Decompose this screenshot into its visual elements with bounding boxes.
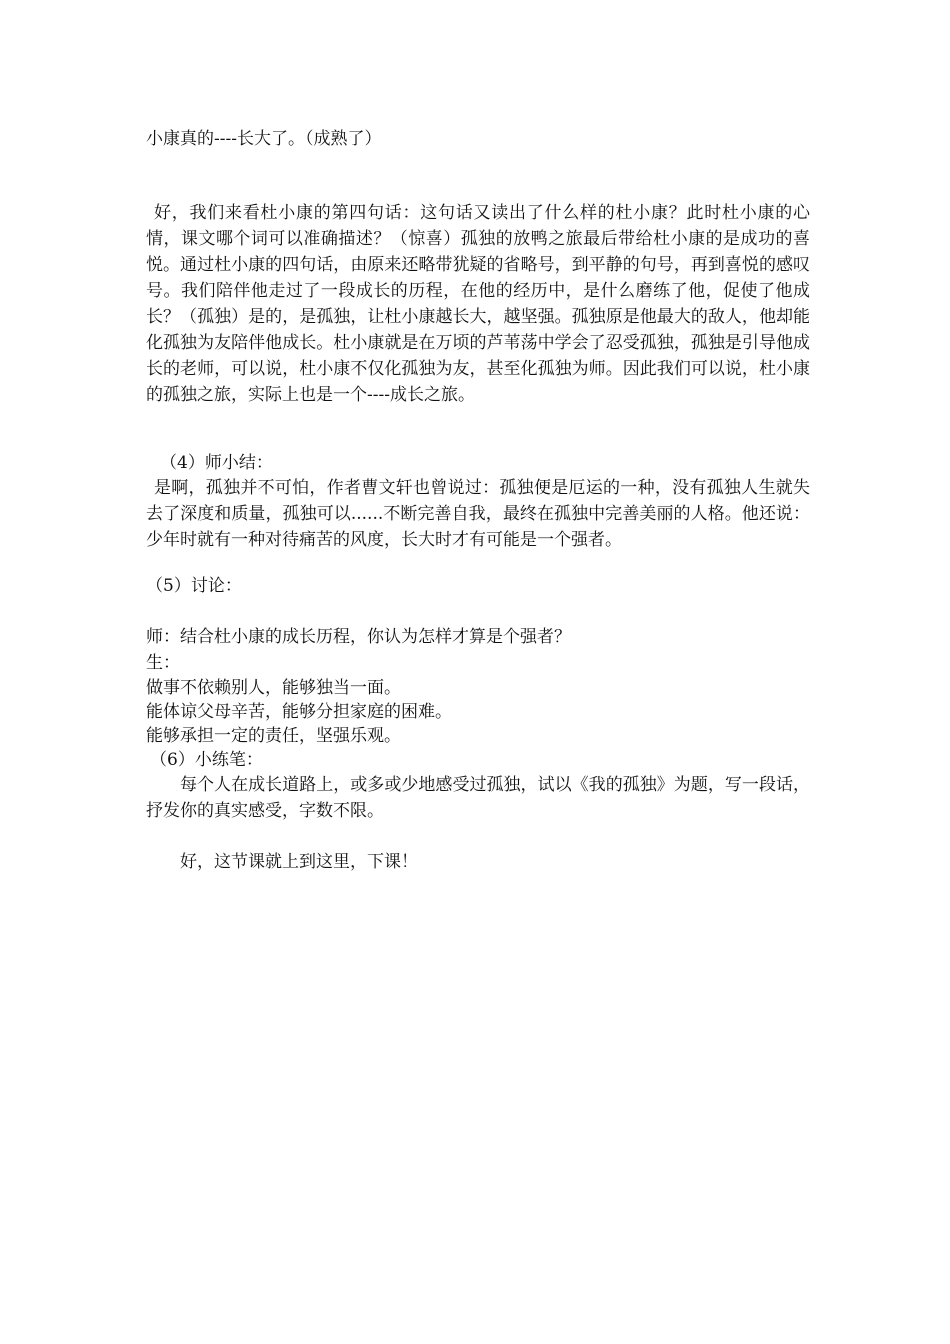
teacher-question: 师：结合杜小康的成长历程，你认为怎样才算是个强者？	[146, 627, 571, 647]
student-label: 生：	[146, 653, 180, 673]
paragraph-teacher-summary: 是啊，孤独并不可怕，作者曹文轩也曾说过：孤独便是厄运的一种，没有孤独人生就失去了深度和质量，孤独可以......不断完善自我，最终在孤独中完善美丽的人格。他还说：少年时就有一种对待痛苦的风度，长大时才有可能是一个强者。	[146, 478, 810, 550]
paragraph-fourth-sentence: 好，我们来看杜小康的第四句话：这句话又读出了什么样的杜小康？此时杜小康的心情，课文哪个词可以准确描述？（惊喜）孤独的放鸭之旅最后带给杜小康的是成功的喜悦。通过杜小康的四句话，由原来还略带犹疑的省略号，到平静的句号，再到喜悦的感叹号。我们陪伴他走过了一段成长的历程，在他的经历中，是什么磨练了他，促使了他成长？（孤独）是的，是孤独，让杜小康越长大，越坚强。孤独原是他最大的敌人，他却能化孤独为友陪伴他成长。杜小康就是在万顷的芦苇荡中学会了忍受孤独，孤独是引导他成长的老师，可以说，杜小康不仅化孤独为友，甚至化孤独为师。因此我们可以说，杜小康的孤独之旅，实际上也是一个----成长之旅。	[146, 203, 810, 405]
heading-discussion: （5）讨论：	[146, 576, 242, 596]
closing-line: 好，这节课就上到这里，下课！	[180, 852, 418, 872]
answer-item: 做事不依赖别人，能够独当一面。	[146, 678, 401, 698]
answer-item: 能够承担一定的责任，坚强乐观。	[146, 726, 401, 746]
paragraph-writing-exercise: 每个人在成长道路上，或多或少地感受过孤独，试以《我的孤独》为题，写一段话，抒发你的真实感受，字数不限。	[146, 775, 810, 821]
answer-item: 能体谅父母辛苦，能够分担家庭的困难。	[146, 702, 452, 722]
heading-writing-exercise: （6）小练笔：	[150, 750, 263, 770]
intro-line: 小康真的----长大了。（成熟了）	[146, 129, 382, 149]
heading-teacher-summary: （4）师小结：	[160, 453, 273, 473]
